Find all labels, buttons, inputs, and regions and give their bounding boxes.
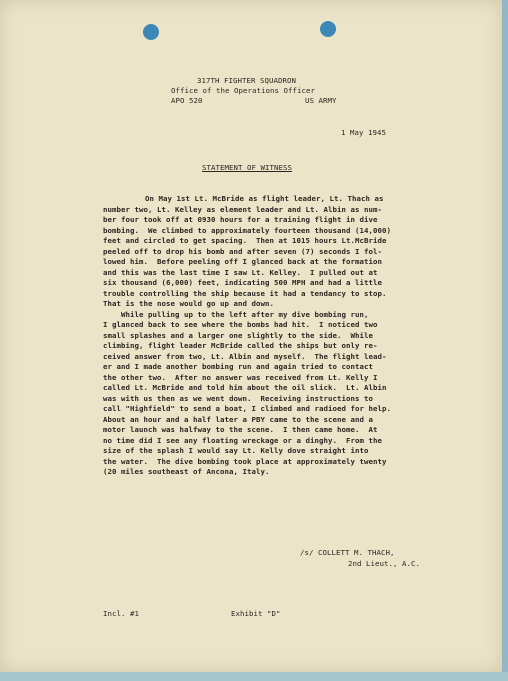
body-line: er and I made another bombing run and again tried to contact — [103, 362, 373, 371]
body-line: motor launch was halfway to the scene. I then came home. At — [103, 425, 378, 434]
body-line: bombing. We climbed to approximately fourteen thousand (14,000) — [103, 225, 391, 235]
statement-body — [103, 194, 391, 478]
punch-hole-right — [320, 21, 336, 37]
body-line: ceived answer from two, Lt. Albin and myself. The flight lead- — [103, 351, 387, 361]
punch-hole-left — [143, 24, 159, 40]
body-line: About an hour and a half later a PBY came to the scene and a — [103, 414, 373, 424]
header-squadron: 317TH FIGHTER SQUADRON — [197, 76, 296, 85]
signature-name: /s/ COLLETT M. THACH, — [300, 548, 395, 557]
scan-edge-right — [502, 0, 508, 681]
header-office: Office of the Operations Officer — [171, 86, 315, 95]
enclosure-label: Incl. #1 — [103, 609, 139, 618]
signature-rank: 2nd Lieut., A.C. — [348, 559, 420, 568]
body-line: six thousand (6,000) feet, indicating 500 MPH and had a little — [103, 278, 382, 287]
body-line: called Lt. McBride and told him about the oil slick. Lt. Albin — [103, 383, 387, 392]
document-date: 1 May 1945 — [341, 128, 386, 137]
header-army: US ARMY — [305, 96, 337, 105]
exhibit-label: Exhibit "D" — [231, 609, 281, 618]
body-line: I glanced back to see where the bombs had hit. I noticed two — [103, 320, 378, 329]
body-line: number two, Lt. Kelley as element leader and Lt. Albin as num- — [103, 204, 382, 214]
scan-edge-bottom — [0, 672, 508, 681]
body-line: the water. The dive bombing took place at approximately twenty — [103, 456, 387, 466]
body-line: feet and circled to get spacing. Then at 1015 hours Lt.McBride — [103, 236, 387, 245]
body-line: While pulling up to the left after my dive bombing run, — [103, 309, 369, 319]
body-line: climbing, flight leader McBride called the ships but only re- — [103, 341, 378, 350]
header-apo: APO 520 — [171, 96, 203, 105]
body-line: (20 miles southeast of Ancona, Italy. — [103, 467, 270, 476]
body-line: was with us then as we went down. Receiving instructions to — [103, 393, 373, 403]
body-line: On May 1st Lt. McBride as flight leader, Lt. Thach as — [145, 194, 384, 203]
body-line: trouble controlling the ship because it had a tendancy to stop. — [103, 288, 387, 298]
body-line: small splashes and a larger one slightly to the side. While — [103, 330, 373, 340]
body-line: no time did I see any floating wreckage or a dinghy. From the — [103, 435, 382, 445]
body-line: ber four took off at 0930 hours for a training flight in dive — [103, 215, 378, 224]
body-line: lowed him. Before peeling off I glanced back at the formation — [103, 257, 382, 266]
body-line: That is the nose would go up and down. — [103, 299, 274, 308]
body-line: and this was the last time I saw Lt. Kelley. I pulled out at — [103, 267, 378, 277]
body-line: call "Highfield" to send a boat, I climbed and radioed for help. — [103, 404, 391, 413]
body-line: size of the splash I would say Lt. Kelly dove straight into — [103, 446, 369, 455]
body-line: peeled off to drop his bomb and after seven (7) seconds I fol- — [103, 246, 382, 256]
document-title: STATEMENT OF WITNESS — [202, 163, 292, 172]
body-line: the other two. After no answer was received from Lt. Kelly I — [103, 372, 378, 382]
